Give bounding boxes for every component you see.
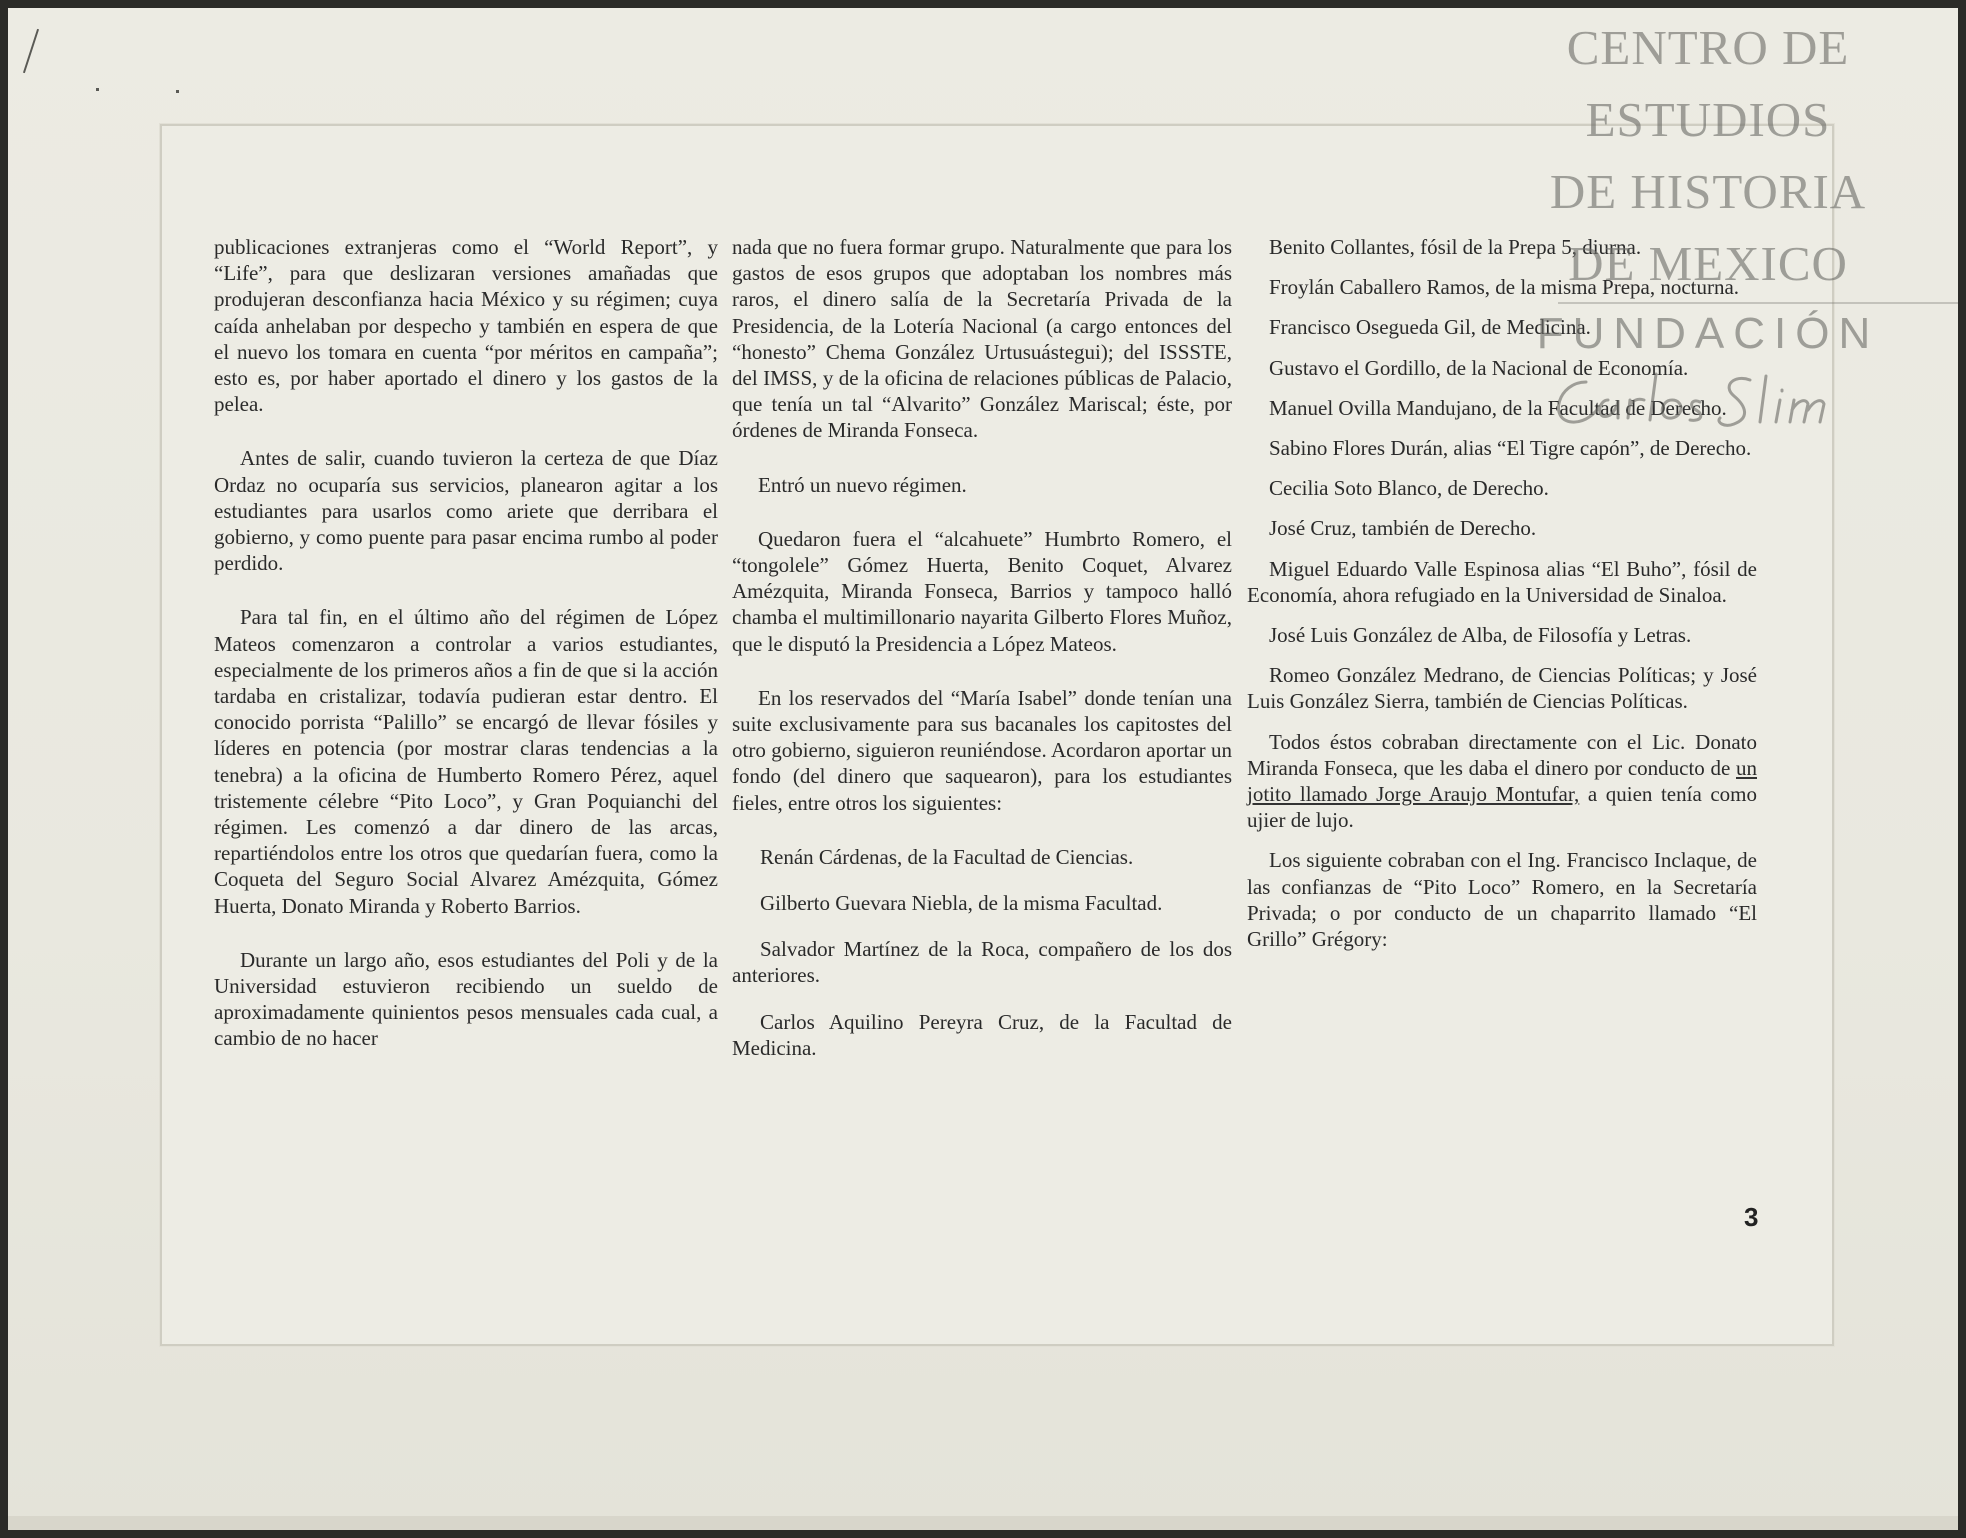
list-item: Francisco Osegueda Gil, de Medicina.: [1269, 315, 1591, 340]
list-item: Benito Collantes, fósil de la Prepa 5, diurna.: [1269, 235, 1642, 259]
film-speck: [96, 88, 99, 91]
watermark-line: CENTRO DE: [1566, 20, 1850, 75]
list-item: Renán Cárdenas, de la Facultad de Ciencias.: [760, 844, 1134, 869]
watermark-line: DE HISTORIA: [1549, 164, 1867, 219]
list-item: José Luis González de Alba, de Filosofía y Letras.: [1269, 623, 1692, 648]
watermark-line: ESTUDIOS: [1585, 92, 1831, 147]
paragraph: Para tal fin, en el último año del régimen de López Mateos comenzaron a controlar a varios estudiantes, especialmente de los primeros años a fin de que si la acción tardaba en cristalizar, todavía pudieran estar dentro. El conocido porrista “Palillo” se encargó de llevar fósiles y líderes en potencia (por mostrar claras tendencias a la tenebra) a la oficina de Humberto Romero Pérez, aquel tristemente célebre “Pito Loco”, y Gran Poquianchi del régimen. Les comenzó a dar dinero de las arcas, repartiéndolos entre los otros que quedarían fuera, como la Coqueta del Seguro Social Alvarez Amézquita, Gómez Huerta, Donato Miranda y Roberto Barrios.: [214, 605, 718, 918]
paragraph-text: a quien tenía como ujier de lujo.: [1247, 782, 1757, 833]
paragraph: Quedaron fuera el “alcahuete” Humbrto Romero, el “tongolele” Gómez Huerta, Benito Coquet, Alvarez Amézquita, Miranda Fonseca, Barrios y tampoco halló chamba el multimillonario nayarita Gilberto Flores Muñoz, que le disputó la Presidencia a López Mateos.: [732, 526, 1232, 656]
text-column-1: [214, 234, 718, 1080]
list-item: Sabino Flores Durán, alias “El Tigre capón”, de Derecho.: [1269, 436, 1752, 461]
paragraph: En los reservados del “María Isabel” donde tenían una suite exclusivamente para sus bacanales los capitostes del otro gobierno, siguieron reuniéndose. Acordaron aportar un fondo (del dinero que saquearon), para los estudiantes fieles, entre otros los siguientes:: [732, 685, 1232, 815]
list-item: Miguel Eduardo Valle Espinosa alias “El Buho”, fósil de Economía, ahora refugiado en la Universidad de Sinaloa.: [1247, 556, 1757, 607]
printed-page: [160, 124, 1834, 1346]
watermark-rule: [1558, 302, 1958, 304]
film-speck: [176, 90, 179, 93]
list-item: Cecilia Soto Blanco, de Derecho.: [1269, 476, 1549, 501]
list-item: Gilberto Guevara Niebla, de la misma Facultad.: [760, 891, 1163, 916]
photo-bottom-edge: [8, 1516, 1958, 1530]
paragraph: [1247, 729, 1757, 834]
list-item: Romeo González Medrano, de Ciencias Políticas; y José Luis González Sierra, también de Ciencias Políticas.: [1247, 663, 1757, 714]
list-item: Manuel Ovilla Mandujano, de la Facultad de Derecho.: [1269, 395, 1727, 420]
paragraph: Entró un nuevo régimen.: [758, 472, 967, 497]
paragraph: publicaciones extranjeras como el “World Report”, y “Life”, para que deslizaran versiones amañadas que produjeran desconfianza hacia México y su régimen; cuya caída anhelaban por despecho y también en espera de que el nuevo los tomara en cuenta “por méritos en campaña”; esto es, por haber aportado el dinero y los gastos de la pelea.: [214, 235, 718, 417]
underlined-text: un jotito llamado Jorge Araujo Montufar,: [1247, 755, 1757, 807]
film-scratch: [23, 29, 39, 73]
photograph-frame: [8, 8, 1958, 1530]
page-number: 3: [1744, 1202, 1759, 1232]
text-column-2: [732, 234, 1232, 1081]
text-column-3: [1247, 234, 1757, 966]
list-item: Froylán Caballero Ramos, de la misma Prepa, nocturna.: [1269, 275, 1740, 300]
list-item: José Cruz, también de Derecho.: [1269, 516, 1537, 541]
paragraph-text: Todos éstos cobraban directamente con el Lic. Donato Miranda Fonseca, que les daba el dinero por conducto de: [1247, 729, 1757, 780]
watermark-foundation: FUNDACIÓN: [1536, 309, 1880, 358]
paragraph: nada que no fuera formar grupo. Naturalmente que para los gastos de esos grupos que adoptaban los nombres más raros, el dinero salía de la Secretaría Privada de la Presidencia, de la Lotería Nacional (a cargo entonces del “honesto” Chema González Urtusuástegui); del ISSSTE, del IMSS, y de la oficina de relaciones públicas de Palacio, que tenía un tal “Alvarito” González Mariscal; éste, por órdenes de Miranda Fonseca.: [732, 235, 1232, 443]
paragraph: Durante un largo año, esos estudiantes del Poli y de la Universidad estuvieron recibiendo un sueldo de aproximadamente quinientos pesos mensuales cada cual, a cambio de no hacer: [214, 947, 718, 1051]
list-item: Gustavo el Gordillo, de la Nacional de Economía.: [1269, 355, 1689, 380]
list-item: Carlos Aquilino Pereyra Cruz, de la Facultad de Medicina.: [732, 1009, 1232, 1060]
watermark-line: DE MEXICO: [1568, 236, 1848, 291]
paragraph: Los siguiente cobraban con el Ing. Francisco Inclaque, de las confianzas de “Pito Loco” Romero, en la Secretaría Privada; o por conducto de un chaparrito llamado “El Grillo” Grégory:: [1247, 848, 1757, 952]
paragraph: Antes de salir, cuando tuvieron la certeza de que Díaz Ordaz no ocuparía sus servicios, planearon agitar a los estudiantes para usarlos como ariete que derribara el gobierno, y como puente para pasar encima rumbo al poder perdido.: [214, 446, 718, 576]
list-item: Salvador Martínez de la Roca, compañero de los dos anteriores.: [732, 937, 1232, 988]
